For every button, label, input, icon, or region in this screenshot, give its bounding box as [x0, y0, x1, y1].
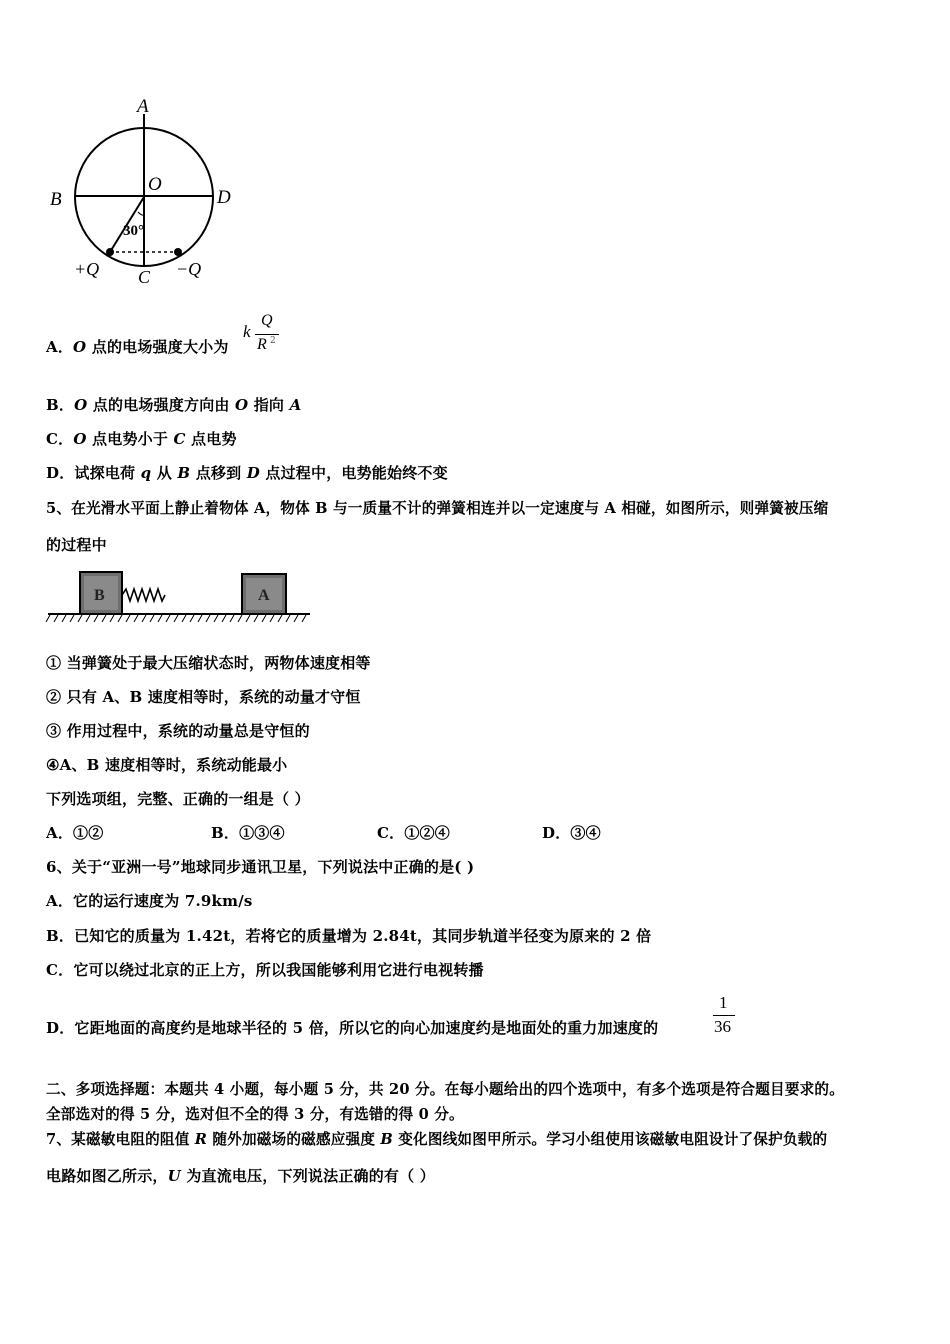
- q6-stem: 6、关于“亚洲一号”地球同步通讯卫星，下列说法中正确的是( ): [46, 858, 475, 876]
- q6-option-d: D．它距地面的高度约是地球半径的 5 倍，所以它的向心加速度约是地面处的重力加速度的: [46, 1019, 659, 1037]
- q4-option-b: B．O 点的电场强度方向由 O 指向 A: [46, 396, 302, 414]
- q5-statement-2: ② 只有 A、B 速度相等时，系统的动量才守恒: [46, 688, 361, 706]
- q6-option-d-fraction: 1 36: [711, 993, 737, 1039]
- spring: [122, 589, 165, 601]
- charge-pos-label: +Q: [74, 259, 100, 279]
- q5-option-b: B．①③④: [211, 824, 285, 842]
- charge-neg-label: −Q: [176, 259, 202, 279]
- q4-option-a: A．O 点的电场强度大小为: [46, 338, 229, 356]
- q6-option-c: C．它可以绕过北京的正上方，所以我国能够利用它进行电视转播: [46, 961, 484, 979]
- q7-stem-line2: 电路如图乙所示，U 为直流电压，下列说法正确的有（ ）: [46, 1167, 435, 1185]
- angle-label: 30°: [123, 223, 144, 239]
- section2-line2: 全部选对的得 5 分，选对但不全的得 3 分，有选错的得 0 分。: [46, 1106, 464, 1123]
- label-d: D: [217, 187, 231, 208]
- positive-charge-dot: [106, 248, 114, 256]
- q6-option-b: B．已知它的质量为 1.42t，若将它的质量增为 2.84t，其同步轨道半径变为原来的 2 倍: [46, 927, 652, 945]
- section2-line1: 二、多项选择题：本题共 4 小题，每小题 5 分，共 20 分。在每小题给出的四个选项中，有多个选项是符合题目要求的。: [46, 1081, 844, 1098]
- label-b: B: [50, 189, 62, 210]
- block-a-label: A: [258, 587, 270, 604]
- q5-option-c: C．①②④: [377, 824, 450, 842]
- q6-option-a: A．它的运行速度为 7.9km/s: [46, 892, 253, 910]
- spring-blocks-figure: [44, 568, 314, 630]
- label-c: C: [138, 267, 151, 287]
- q5-statement-1: ① 当弹簧处于最大压缩状态时，两物体速度相等: [46, 654, 371, 672]
- q5-stem-line1: 5、在光滑水平面上静止着物体 A，物体 B 与一质量不计的弹簧相连并以一定速度与 A 相碰，如图所示，则弹簧被压缩: [46, 500, 829, 517]
- q5-statement-3: ③ 作用过程中，系统的动量总是守恒的: [46, 722, 310, 740]
- q4-option-d: D．试探电荷 q 从 B 点移到 D 点过程中，电势能始终不变: [46, 464, 448, 482]
- q4-option-c: C．O 点电势小于 C 点电势: [46, 430, 237, 448]
- q5-statement-4: ④A、B 速度相等时，系统动能最小: [46, 756, 288, 774]
- q5-option-a: A．①②: [46, 824, 104, 842]
- q5-ask: 下列选项组，完整、正确的一组是（ ）: [46, 790, 310, 808]
- label-o: O: [148, 174, 162, 195]
- circle-figure: [40, 92, 250, 292]
- q5-stem-line2: 的过程中: [46, 536, 107, 554]
- q5-option-d: D．③④: [542, 824, 601, 842]
- q4-option-a-fraction: k Q R 2: [243, 312, 283, 358]
- negative-charge-dot: [174, 248, 182, 256]
- label-a: A: [137, 96, 149, 117]
- q7-stem-line1: 7、某磁敏电阻的阻值 R 随外加磁场的磁感应强度 B 变化图线如图甲所示。学习小组使用该磁敏电阻设计了保护负载的: [46, 1131, 828, 1148]
- block-b-label: B: [94, 587, 105, 604]
